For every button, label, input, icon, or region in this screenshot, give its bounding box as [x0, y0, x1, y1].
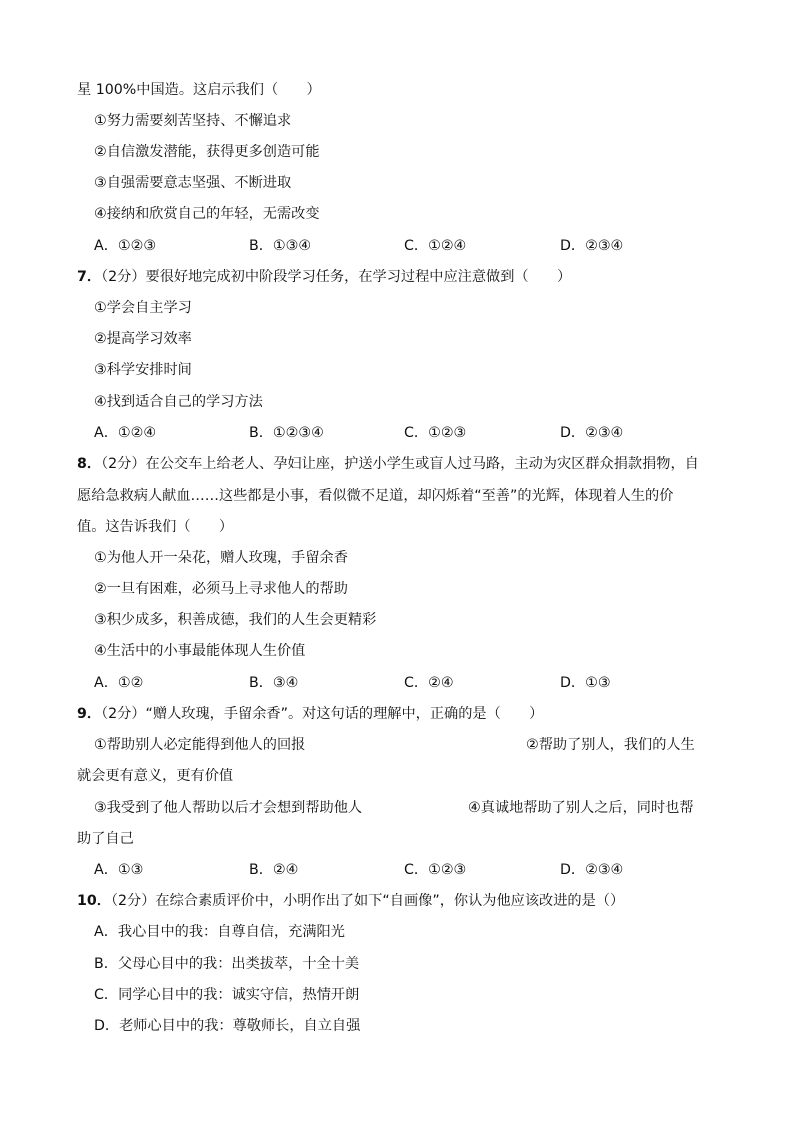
q7-item-2: ②提高学习效率: [94, 331, 192, 347]
q6-option-c: C．①②④: [404, 238, 467, 254]
q9-item-4-part-2: 助了自己: [77, 831, 134, 847]
q9-item-2-part-2: 就会更有意义，更有价值: [77, 768, 234, 784]
q10-option-c: C．同学心目中的我：诚实守信，热情开朗: [94, 987, 360, 1003]
q9-item-4-part-1: ④真诚地帮助了别人之后，同时也帮: [468, 800, 694, 816]
q10-number: 10．: [77, 893, 111, 909]
q8-item-3: ③积少成多，积善成德，我们的人生会更精彩: [94, 612, 377, 628]
q7-item-1: ①学会自主学习: [94, 300, 192, 316]
q10-stem: （2分）在综合素质评价中，小明作出了如下“自画像”，你认为他应该改进的是（）: [110, 893, 625, 909]
q7-item-4: ④找到适合自己的学习方法: [94, 394, 263, 410]
q8-stem-line-2: 愿给急救病人献血……这些都是小事，看似微不足道，却闪烁着“至善”的光辉，体现着人生的价: [77, 488, 674, 504]
q7-option-c: C．①②③: [404, 425, 467, 441]
q7-item-3: ③科学安排时间: [94, 362, 192, 378]
q8-number: 8．: [77, 456, 102, 472]
q6-item-3: ③自强需要意志坚强、不断进取: [94, 175, 292, 191]
q7-option-b: B．①②③④: [249, 425, 324, 441]
q8-stem-line-1: [77, 449, 699, 480]
q8-option-c: C．②④: [404, 675, 454, 691]
q10-option-b: B．父母心目中的我：出类拔萃，十全十美: [94, 956, 360, 972]
q6-option-b: B．①③④: [249, 238, 312, 254]
q9-item-2-part-1: ②帮助了别人，我们的人生: [526, 737, 695, 753]
q10-option-d: D．老师心目中的我：尊敬师长，自立自强: [94, 1018, 361, 1034]
q7-option-d: D．②③④: [560, 425, 624, 441]
q10-option-a: A．我心目中的我：自尊自信，充满阳光: [94, 924, 345, 940]
q9-item-1: ①帮助别人必定能得到他人的回报: [94, 737, 306, 753]
q8-option-b: B．③④: [249, 675, 299, 691]
q9-option-b: B．②④: [249, 862, 299, 878]
q8-item-4: ④生活中的小事最能体现人生价值: [94, 643, 306, 659]
q9-stem: （2分）“赠人玫瑰，手留余香”。对这句话的理解中，正确的是（ ）: [101, 706, 544, 722]
q9-item-3: ③我受到了他人帮助以后才会想到帮助他人: [94, 800, 363, 816]
q7-stem: （2分）要很好地完成初中阶段学习任务，在学习过程中应注意做到（ ）: [101, 269, 572, 285]
q9-number: 9．: [77, 706, 102, 722]
q6-item-1: ①努力需要刻苦坚持、不懈追求: [94, 113, 292, 129]
q8-stem-line-3: 值。这告诉我们（ ）: [77, 519, 234, 535]
q8-item-1: ①为他人开一朵花，赠人玫瑰，手留余香: [94, 550, 348, 566]
q7-number: 7．: [77, 269, 102, 285]
q9-stem-line: [77, 699, 543, 730]
q6-option-a: A．①②③: [94, 238, 157, 254]
q8-option-a: A．①②: [94, 675, 144, 691]
q6-stem-tail: 星 100%中国造。这启示我们（ ）: [77, 82, 321, 98]
q8-option-d: D．①③: [560, 675, 611, 691]
q7-stem-line: [77, 262, 571, 293]
q9-option-c: C．①②③: [404, 862, 467, 878]
q10-stem-line: [77, 886, 624, 917]
q8-stem-1: （2分）在公交车上给老人、孕妇让座，护送小学生或盲人过马路，主动为灾区群众捐款捐物，自: [101, 456, 699, 472]
q6-item-2: ②自信激发潜能，获得更多创造可能: [94, 144, 320, 160]
q6-item-4: ④接纳和欣赏自己的年轻，无需改变: [94, 206, 320, 222]
q8-item-2: ②一旦有困难，必须马上寻求他人的帮助: [94, 581, 348, 597]
q7-option-a: A．①②④: [94, 425, 157, 441]
q9-option-a: A．①③: [94, 862, 144, 878]
q6-option-d: D．②③④: [560, 238, 624, 254]
q9-option-d: D．②③④: [560, 862, 624, 878]
